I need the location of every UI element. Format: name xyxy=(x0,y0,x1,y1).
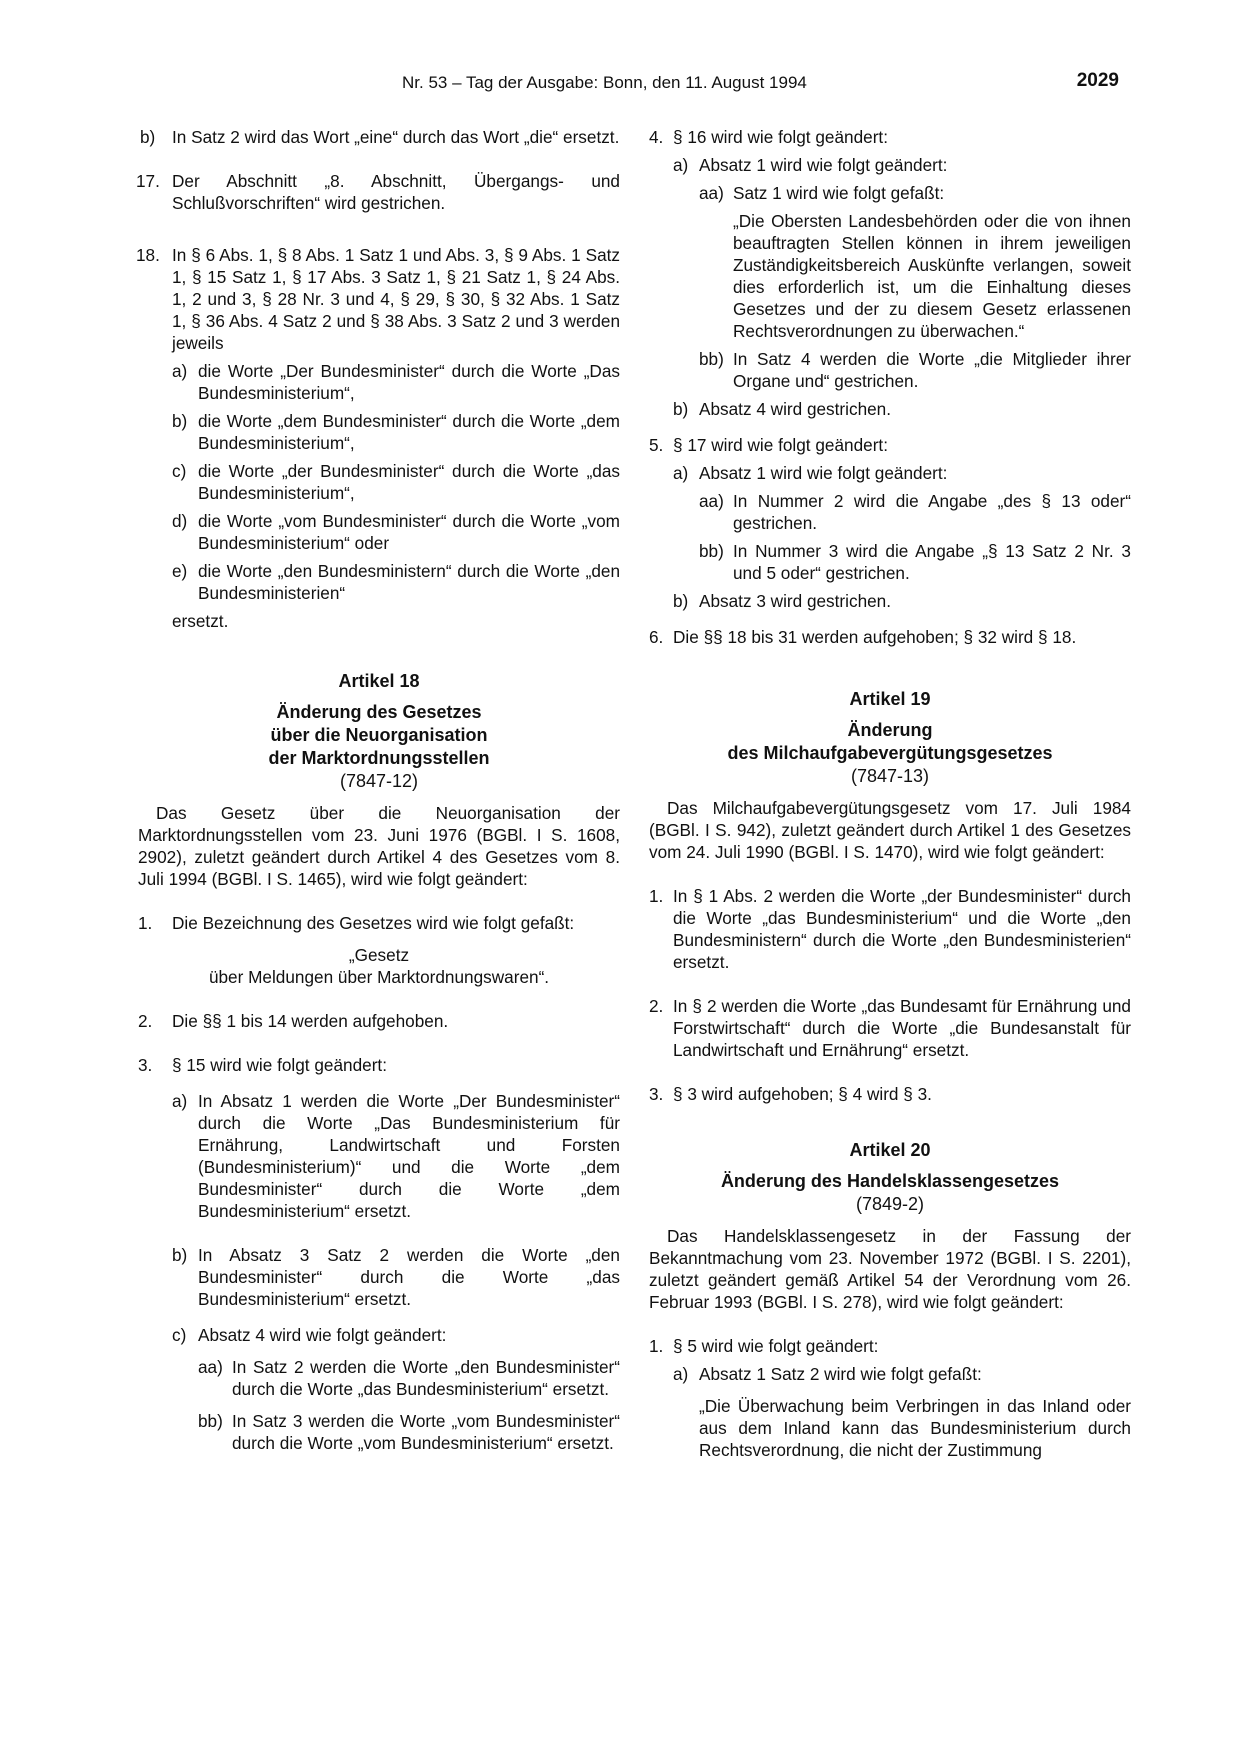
list-item xyxy=(649,995,1131,1061)
list-marker: c) xyxy=(172,1325,187,1345)
list-marker: 6. xyxy=(649,627,664,647)
list-text: § 16 wird wie folgt geändert: xyxy=(673,127,888,147)
list-item xyxy=(138,360,620,404)
list-marker: 3. xyxy=(649,1084,664,1104)
list-marker: a) xyxy=(673,1364,689,1384)
article-intro: Das Milchaufgabevergütungsgesetz vom 17. Juli 1984 (BGBl. I S. 942), zuletzt geändert durch Artikel 1 des Gesetzes vom 24. Juli 1990 (BGBl. I S. 1470), wird wie folgt geändert: xyxy=(649,798,1131,862)
list-item xyxy=(649,348,1131,392)
list-item xyxy=(138,510,620,554)
list-text: Die §§ 1 bis 14 werden aufgehoben. xyxy=(172,1011,449,1031)
list-text: Der Abschnitt „8. Abschnitt, Übergangs- und Schlußvorschriften“ wird gestrichen. xyxy=(172,171,620,213)
list-text: die Worte „den Bundesministern“ durch die Worte „den Bundesministerien“ xyxy=(198,561,620,603)
list-marker: bb) xyxy=(699,541,724,561)
list-marker: aa) xyxy=(699,491,724,511)
running-header: Nr. 53 – Tag der Ausgabe: Bonn, den 11. August 1994 xyxy=(402,73,807,92)
list-item xyxy=(138,1010,620,1032)
list-item xyxy=(138,410,620,454)
list-item xyxy=(138,460,620,504)
list-item xyxy=(138,1356,620,1400)
list-item xyxy=(649,590,1131,612)
left-column xyxy=(138,126,620,1454)
right-column xyxy=(649,126,1131,1461)
list-text: Die Bezeichnung des Gesetzes wird wie folgt gefaßt: xyxy=(172,913,575,933)
list-text: die Worte „Der Bundesminister“ durch die Worte „Das Bundesministerium“, xyxy=(198,361,620,403)
article-title-line: Änderung xyxy=(847,720,933,740)
list-text: Satz 1 wird wie folgt gefaßt: xyxy=(733,183,945,203)
article-title-line: des Milchaufgabevergütungsgesetzes xyxy=(727,743,1053,763)
list-marker: 17. xyxy=(136,171,160,191)
article-title-line: Änderung des Handelsklassengesetzes xyxy=(720,1171,1060,1191)
article-title-line: über die Neuorganisation xyxy=(270,725,488,745)
list-item xyxy=(649,626,1131,648)
list-marker: bb) xyxy=(198,1411,223,1431)
list-marker: 1. xyxy=(138,913,153,933)
list-text: In Satz 2 werden die Worte „den Bundesminister“ durch die Worte „das Bundesministerium“ ersetzt. xyxy=(232,1357,620,1399)
list-marker: 3. xyxy=(138,1055,153,1075)
list-item xyxy=(138,1054,620,1076)
list-marker: b) xyxy=(172,1245,188,1265)
list-item xyxy=(649,885,1131,973)
list-text: In Satz 2 wird das Wort „eine“ durch das Wort „die“ ersetzt. xyxy=(172,127,620,147)
list-marker: b) xyxy=(673,399,689,419)
list-item xyxy=(138,1090,620,1222)
list-text: Absatz 1 wird wie folgt geändert: xyxy=(699,463,948,483)
list-text: § 5 wird wie folgt geändert: xyxy=(673,1336,879,1356)
list-marker: 18. xyxy=(136,245,160,265)
list-marker: 2. xyxy=(138,1011,153,1031)
list-item xyxy=(649,490,1131,534)
list-item xyxy=(649,154,1131,176)
list-item xyxy=(138,1410,620,1454)
list-item xyxy=(649,462,1131,484)
article-label: Artikel 18 xyxy=(338,671,420,691)
list-text: In Satz 4 werden die Worte „die Mitglieder ihrer Organe und“ gestrichen. xyxy=(733,349,1131,391)
quoted-title-line: „Gesetz xyxy=(348,945,410,965)
list-marker: a) xyxy=(673,463,689,483)
list-text: Absatz 4 wird wie folgt geändert: xyxy=(198,1325,447,1345)
list-marker: aa) xyxy=(198,1357,223,1377)
quoted-sentence: „Die Obersten Landesbehörden oder die von ihnen beauftragten Stellen können in ihrem jeweiligen Zuständigkeitsbereich Auskünfte verlangen, soweit dies erforderlich ist, um die Einhaltung dieses Gesetzes und der zu diesem Gesetz erlassenen Rechtsverordnungen zu überwachen.“ xyxy=(733,211,1131,341)
list-text: die Worte „der Bundesminister“ durch die Worte „das Bundesministerium“, xyxy=(198,461,620,503)
list-item xyxy=(138,1324,620,1346)
list-text: In Absatz 3 Satz 2 werden die Worte „den Bundesminister“ durch die Worte „das Bundesministerium“ ersetzt. xyxy=(198,1245,620,1309)
article-intro: Das Gesetz über die Neuorganisation der Marktordnungsstellen vom 23. Juni 1976 (BGBl. I S. 1608, 2902), zuletzt geändert durch Artikel 4 des Gesetzes vom 8. Juli 1994 (BGBl. I S. 1465), wird wie folgt geändert: xyxy=(138,803,620,889)
list-marker: 1. xyxy=(649,1336,664,1356)
list-text: In § 6 Abs. 1, § 8 Abs. 1 Satz 1 und Abs. 3, § 9 Abs. 1 Satz 1, § 15 Satz 1, § 17 Abs. 3 Satz 1, § 21 Satz 1, § 24 Abs. 1, 2 und 3, § 28 Nr. 3 und 4, § 29, § 30, § 32 Abs. 1 Satz 1, § 36 Abs. 4 Satz 2 und § 38 Abs. 3 Satz 2 und 3 werden jeweils xyxy=(172,245,620,353)
list-item xyxy=(649,1083,1131,1105)
list-text: Absatz 1 Satz 2 wird wie folgt gefaßt: xyxy=(699,1364,982,1384)
list-item xyxy=(138,1244,620,1310)
closing-text: ersetzt. xyxy=(172,611,229,631)
list-item xyxy=(649,434,1131,456)
list-text: Absatz 4 wird gestrichen. xyxy=(699,399,892,419)
article-title-line: der Marktordnungsstellen xyxy=(268,748,490,768)
article-label: Artikel 20 xyxy=(849,1140,931,1160)
article-code: (7849-2) xyxy=(855,1194,925,1214)
list-text: § 17 wird wie folgt geändert: xyxy=(673,435,888,455)
list-marker: e) xyxy=(172,561,188,581)
list-marker: b) xyxy=(673,591,689,611)
list-marker: a) xyxy=(673,155,689,175)
list-text: § 3 wird aufgehoben; § 4 wird § 3. xyxy=(673,1084,932,1104)
list-text: die Worte „vom Bundesminister“ durch die Worte „vom Bundesministerium“ oder xyxy=(198,511,620,553)
list-text: Absatz 3 wird gestrichen. xyxy=(699,591,892,611)
list-text: Absatz 1 wird wie folgt geändert: xyxy=(699,155,948,175)
list-marker: c) xyxy=(172,461,187,481)
quoted-sentence: „Die Überwachung beim Verbringen in das Inland oder aus dem Inland kann das Bundesministerium durch Rechtsverordnung, die nicht der Zustimmung xyxy=(699,1396,1131,1460)
list-marker: aa) xyxy=(699,183,724,203)
article-label: Artikel 19 xyxy=(849,689,931,709)
article-code: (7847-12) xyxy=(339,771,419,791)
list-item xyxy=(138,126,620,148)
list-text: In Nummer 3 wird die Angabe „§ 13 Satz 2 Nr. 3 und 5 oder“ gestrichen. xyxy=(733,541,1131,583)
list-marker: 1. xyxy=(649,886,664,906)
list-text: In Nummer 2 wird die Angabe „des § 13 oder“ gestrichen. xyxy=(733,491,1131,533)
article-code: (7847-13) xyxy=(850,766,930,786)
list-item xyxy=(649,540,1131,584)
list-item xyxy=(138,560,620,604)
list-marker: b) xyxy=(140,127,156,147)
article-title-line: Änderung des Gesetzes xyxy=(276,702,482,722)
list-item xyxy=(649,126,1131,148)
list-text: In Satz 3 werden die Worte „vom Bundesminister“ durch die Worte „vom Bundesministerium“ ersetzt. xyxy=(232,1411,620,1453)
list-marker: 2. xyxy=(649,996,664,1016)
list-text: In § 2 werden die Worte „das Bundesamt für Ernährung und Forstwirtschaft“ durch die Worte „die Bundesanstalt für Landwirtschaft und Ernährung“ ersetzt. xyxy=(673,996,1131,1060)
list-text: die Worte „dem Bundesminister“ durch die Worte „dem Bundesministerium“, xyxy=(198,411,620,453)
list-text: Die §§ 18 bis 31 werden aufgehoben; § 32 wird § 18. xyxy=(673,627,1077,647)
list-item xyxy=(138,244,620,354)
quoted-title-line: über Meldungen über Marktordnungswaren“. xyxy=(208,967,550,987)
list-item xyxy=(138,912,620,934)
list-marker: a) xyxy=(172,1091,188,1111)
list-item xyxy=(649,398,1131,420)
list-marker: bb) xyxy=(699,349,724,369)
list-marker: a) xyxy=(172,361,188,381)
list-marker: 4. xyxy=(649,127,664,147)
page-number: 2029 xyxy=(1076,70,1119,91)
list-item xyxy=(649,1363,1131,1385)
list-marker: b) xyxy=(172,411,188,431)
list-text: § 15 wird wie folgt geändert: xyxy=(172,1055,387,1075)
article-intro: Das Handelsklassengesetz in der Fassung der Bekanntmachung vom 23. November 1972 (BGBl. I S. 2201), zuletzt geändert gemäß Artikel 54 der Verordnung vom 26. Februar 1993 (BGBl. I S. 278), wird wie folgt geändert: xyxy=(649,1226,1131,1312)
list-item xyxy=(649,1335,1131,1357)
list-text: In § 1 Abs. 2 werden die Worte „der Bundesminister“ durch die Worte „das Bundesministerium“ und die Worte „den Bundesministern“ durch die Worte „den Bundesministerien“ ersetzt. xyxy=(673,886,1131,972)
list-item xyxy=(138,170,620,214)
list-marker: d) xyxy=(172,511,188,531)
list-text: In Absatz 1 werden die Worte „Der Bundesminister“ durch die Worte „Das Bundesministerium für Ernährung, Landwirtschaft und Forsten (Bundesministerium)“ und die Worte „dem Bundesminister“ durch die Worte „dem Bundesministerium“ ersetzt. xyxy=(198,1091,620,1221)
list-item xyxy=(649,182,1131,204)
list-marker: 5. xyxy=(649,435,664,455)
